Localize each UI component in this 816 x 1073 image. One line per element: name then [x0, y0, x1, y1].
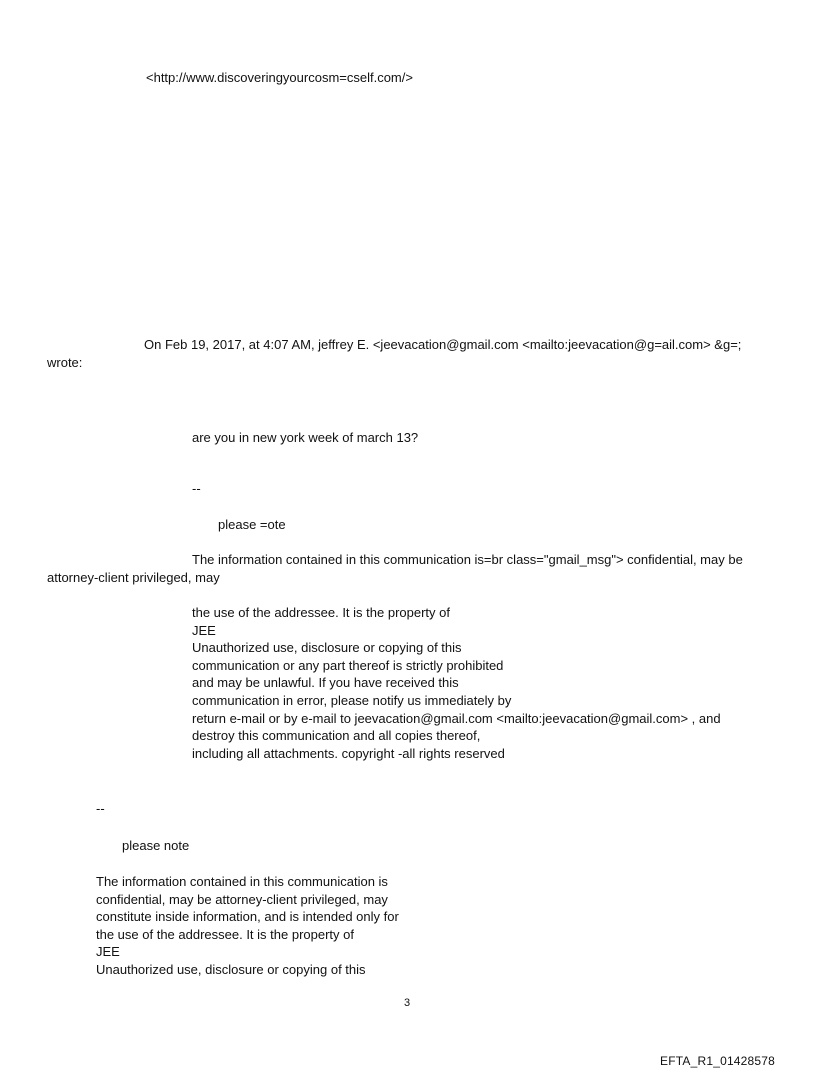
document-id: EFTA_R1_01428578	[660, 1054, 776, 1068]
inner-disclaimer-line: including all attachments. copyright -all rights reserved	[192, 745, 505, 761]
signature-dashes-inner: --	[192, 481, 201, 496]
inner-disclaimer-line: JEE	[192, 622, 216, 638]
inner-disclaimer-line: destroy this communication and all copies thereof,	[192, 728, 481, 744]
question-text: are you in new york week of march 13?	[192, 430, 419, 445]
outer-disclaimer-line: constitute inside information, and is intended only for	[96, 909, 399, 925]
url-line: <http://www.discoveringyourcosm=cself.com/>	[146, 70, 413, 85]
please-note-outer: please note	[122, 838, 190, 853]
inner-disclaimer-line: Unauthorized use, disclosure or copying of this	[192, 640, 462, 656]
info-line-second: attorney-client privileged, may	[47, 570, 220, 585]
outer-disclaimer-line: confidential, may be attorney-client privileged, may	[96, 891, 388, 907]
wrote-line-first: On Feb 19, 2017, at 4:07 AM, jeffrey E. <jeevacation@gmail.com <mailto:jeevacation@g=ail.com> &g=;	[144, 337, 742, 352]
outer-disclaimer-line: the use of the addressee. It is the property of	[96, 926, 354, 942]
signature-dashes-outer: --	[96, 801, 105, 816]
inner-disclaimer-line: return e-mail or by e-mail to jeevacation@gmail.com <mailto:jeevacation@gmail.com> , and	[192, 710, 721, 726]
outer-disclaimer	[96, 873, 399, 979]
wrote-line-second: wrote:	[47, 355, 83, 370]
inner-disclaimer	[192, 604, 721, 762]
info-line-first: The information contained in this communication is=br class="gmail_msg"> confidential, may be	[192, 552, 743, 567]
outer-disclaimer-line: JEE	[96, 944, 120, 960]
inner-disclaimer-line: the use of the addressee. It is the property of	[192, 605, 450, 620]
inner-disclaimer-line: communication in error, please notify us immediately by	[192, 692, 512, 708]
page-number: 3	[404, 997, 411, 1009]
please-note-inner: please =ote	[218, 517, 286, 532]
outer-disclaimer-line: Unauthorized use, disclosure or copying of this	[96, 961, 366, 977]
outer-disclaimer-line: The information contained in this communication is	[96, 874, 388, 889]
inner-disclaimer-line: and may be unlawful. If you have received this	[192, 675, 459, 691]
inner-disclaimer-line: communication or any part thereof is strictly prohibited	[192, 657, 504, 673]
